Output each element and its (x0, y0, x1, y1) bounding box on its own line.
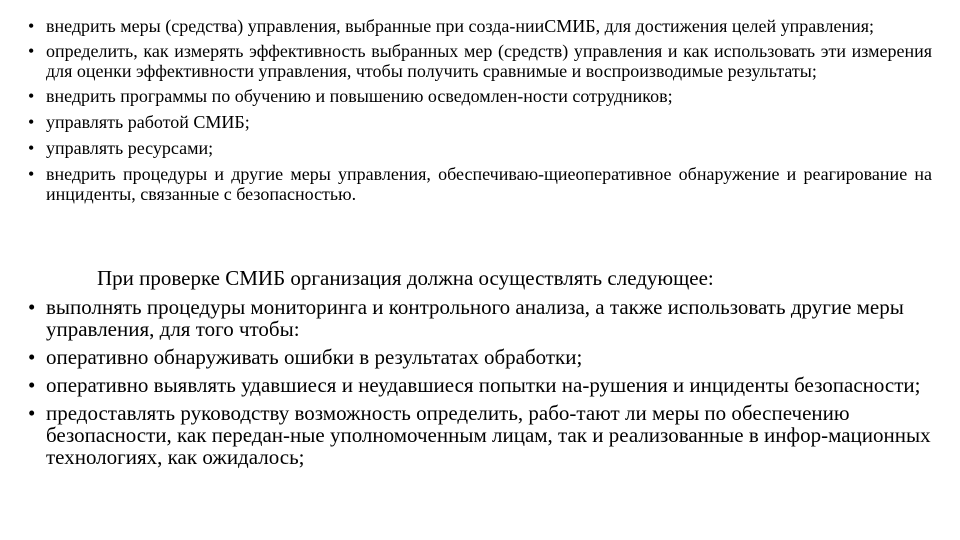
bullet-icon: • (28, 345, 36, 369)
list-item (28, 164, 932, 204)
top-bullet-list (28, 16, 932, 209)
list-item-text: предоставлять руководству возможность определить, рабо-тают ли меры по обеспечению безопасности, как передан-ные уполномоченным лицам, так и реализованные в инфор-мационных технологиях, как ожидалось; (46, 401, 931, 469)
bullet-icon: • (28, 373, 36, 397)
bullet-icon: • (28, 138, 35, 158)
list-item (28, 41, 932, 81)
list-item (28, 402, 932, 468)
bullet-icon: • (28, 112, 35, 132)
bullet-icon: • (28, 16, 35, 36)
bullet-icon: • (28, 86, 35, 106)
list-item-text: внедрить меры (средства) управления, выбранные при созда-нииСМИБ, для достижения целей управления; (46, 16, 875, 36)
bottom-bullet-list (28, 296, 932, 474)
list-item (28, 296, 932, 340)
list-item-text: выполнять процедуры мониторинга и контрольного анализа, а также использовать другие меры управления, для того чтобы: (46, 295, 904, 341)
bullet-icon: • (28, 401, 36, 425)
list-item-text: внедрить программы по обучению и повышению осведомлен-ности сотрудников; (46, 86, 673, 106)
list-item (28, 86, 932, 106)
bullet-icon: • (28, 295, 36, 319)
list-item (28, 16, 932, 36)
bullet-icon: • (28, 164, 35, 184)
section-heading: При проверке СМИБ организация должна осуществлять следующее: (97, 266, 714, 290)
list-item-text: внедрить процедуры и другие меры управления, обеспечиваю-щиеоперативное обнаружение и реагирование на инциденты, связанные с безопасностью. (46, 164, 932, 204)
list-item-text: управлять работой СМИБ; (46, 112, 250, 132)
list-item (28, 138, 932, 158)
bullet-icon: • (28, 41, 35, 61)
list-item (28, 374, 932, 396)
list-item-text: оперативно обнаруживать ошибки в результатах обработки; (46, 345, 583, 369)
list-item (28, 112, 932, 132)
list-item-text: оперативно выявлять удавшиеся и неудавшиеся попытки на-рушения и инциденты безопасности; (46, 373, 921, 397)
list-item-text: управлять ресурсами; (46, 138, 214, 158)
list-item-text: определить, как измерять эффективность выбранных мер (средств) управления и как использовать эти измерения для оценки эффективности управления, чтобы получить сравнимые и воспроизводимые результаты; (46, 41, 932, 81)
list-item (28, 346, 932, 368)
